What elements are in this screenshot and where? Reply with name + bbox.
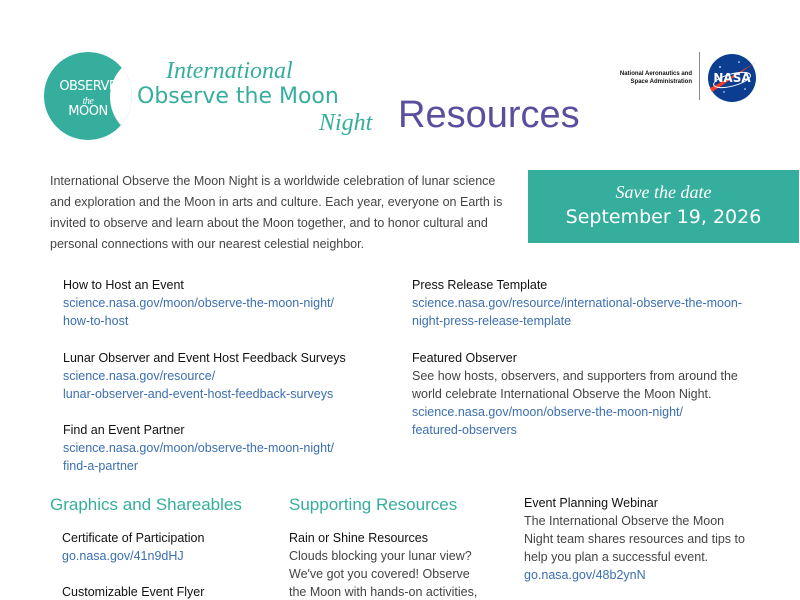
resource-title: Event Planning Webinar [524,496,658,510]
resource-how-to-host [63,276,334,330]
resource-link[interactable] [63,367,346,403]
link-line: night-press-release-template [412,314,572,328]
resource-find-partner [63,421,334,475]
link-line: lunar-observer-and-event-host-feedback-surveys [63,387,334,401]
resource-link[interactable] [412,403,738,439]
resource-title: Featured Observer [412,351,517,365]
nasa-meatball-text: NASA [713,71,751,85]
link-line: featured-observers [412,423,517,437]
link-line: science.nasa.gov/resource/international-observe-the-moon- [412,296,743,310]
resource-link[interactable] [412,294,742,330]
resource-feedback-surveys [63,349,346,403]
resource-description [289,547,477,600]
resource-title: Find an Event Partner [63,423,185,437]
resource-title: Certificate of Participation [62,531,205,545]
resource-certificate [62,529,204,565]
resource-rain-or-shine [289,529,477,600]
link-line: find-a-partner [63,459,139,473]
nasa-name-line2: Space Administration [630,79,692,85]
observe-the-moon-logo [44,52,132,140]
link-line: science.nasa.gov/moon/observe-the-moon-night/ [63,296,334,310]
section-heading-supporting: Supporting Resources [289,495,458,514]
link-line: science.nasa.gov/moon/observe-the-moon-night/ [412,405,683,419]
logo-text-moon: MOON [68,104,108,119]
resource-featured-observer [412,349,738,439]
event-name-line3: Night [319,110,373,136]
resource-description [524,512,745,566]
resource-link[interactable]: go.nasa.gov/48b2ynN [524,568,646,582]
resource-title: Rain or Shine Resources [289,531,428,545]
desc-line: Night team shares resources and tips to [524,532,745,546]
resource-link[interactable]: go.nasa.gov/41n9dHJ [62,549,184,563]
desc-line: world celebrate International Observe the Moon Night. [412,387,712,401]
nasa-meatball-logo [706,52,758,104]
logo-text-the: the [82,96,94,107]
logo-text-observe: OBSERVE [59,79,117,94]
desc-line: The International Observe the Moon [524,514,725,528]
link-line: how-to-host [63,314,129,328]
resource-link[interactable] [63,439,334,475]
link-line: science.nasa.gov/moon/observe-the-moon-night/ [63,441,334,455]
resource-planning-webinar [524,494,745,584]
page-title: Resources [398,94,580,136]
nasa-name-line1: National Aeronautics and [619,71,692,77]
resource-title: Customizable Event Flyer [62,585,205,599]
resource-event-flyer [62,583,204,600]
desc-line: See how hosts, observers, and supporters from around the [412,369,738,383]
event-name-line1: International [166,58,293,84]
event-date: September 19, 2026 [565,206,762,228]
nasa-divider [699,52,700,100]
resource-title: Lunar Observer and Event Host Feedback Surveys [63,351,346,365]
event-name-line2: Observe the Moon [137,84,339,109]
desc-line: Clouds blocking your lunar view? [289,549,472,563]
nasa-agency-name [606,70,692,86]
resource-title: Press Release Template [412,278,548,292]
desc-line: the Moon with hands-on activities, [289,585,478,599]
resource-description [412,367,738,403]
save-the-date-banner [528,170,799,243]
desc-line: We've got you covered! Observe [289,567,470,581]
save-the-date-label: Save the date [615,182,712,202]
desc-line: help you plan a successful event. [524,550,709,564]
section-heading-graphics: Graphics and Shareables [50,495,242,514]
resource-press-release [412,276,742,330]
resource-title: How to Host an Event [63,278,184,292]
link-line: science.nasa.gov/resource/ [63,369,216,383]
resource-link[interactable] [63,294,334,330]
intro-paragraph: International Observe the Moon Night is a worldwide celebration of lunar science and exploration and the Moon in arts and culture. Each year, everyone on Earth is invited to observe and learn about the Moon together, and to honor cultural and personal connections with our nearest celestial neighbor. [50,174,503,251]
